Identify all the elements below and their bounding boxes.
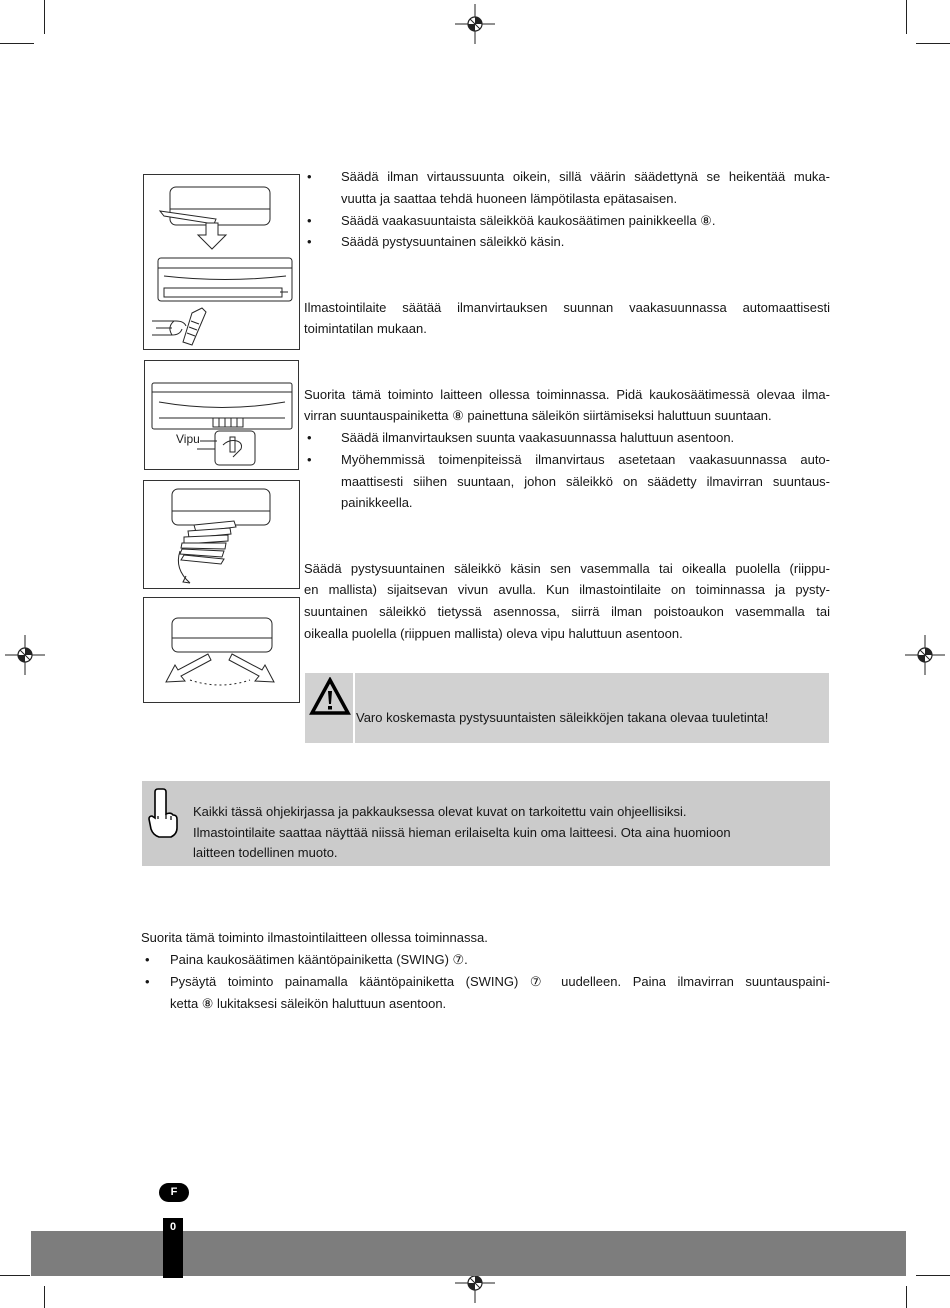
bullet: • xyxy=(145,952,150,967)
text-line: oikealla puolella (riippuen mallista) oleva vipu haluttuun asentoon. xyxy=(304,626,683,641)
registration-mark-icon xyxy=(5,635,45,675)
note-text-line: laitteen todellinen muoto. xyxy=(193,845,338,860)
bullet: • xyxy=(307,213,312,228)
figure-airflow-spread xyxy=(143,597,300,703)
text-line: Säädä ilman virtaussuunta oikein, sillä väärin säädettynä se heikentää muka- xyxy=(341,169,830,184)
text-line: Suorita tämä toiminto laitteen ollessa toiminnassa. Pidä kaukosäätimessä olevaa ilma- xyxy=(304,387,830,402)
text-line: ketta ⑧ lukitaksesi säleikön haluttuun asentoon. xyxy=(170,996,447,1011)
warning-triangle-icon xyxy=(309,677,351,717)
text-line: painikkeella. xyxy=(341,495,413,510)
text-line: Paina kaukosäätimen kääntöpainiketta (SWING) ⑦. xyxy=(170,952,468,967)
bullet: • xyxy=(307,452,312,467)
crop-mark xyxy=(44,0,45,34)
bullet: • xyxy=(307,169,312,184)
note-text-line: Kaikki tässä ohjekirjassa ja pakkauksessa olevat kuvat on tarkoitettu vain ohjeellisiksi. xyxy=(193,804,687,819)
text-line: toimintatilan mukaan. xyxy=(304,321,427,336)
registration-mark-icon xyxy=(905,635,945,675)
crop-mark xyxy=(916,43,950,44)
crop-mark xyxy=(906,1286,907,1308)
note-box xyxy=(142,781,830,866)
text-line: Säädä pystysuuntainen säleikkö käsin. xyxy=(341,234,565,249)
lever-label: Vipu xyxy=(176,432,200,446)
text-line: suuntainen säleikkö tietyssä asennossa, siirrä ilman poistoaukon vasemmalla tai xyxy=(304,604,830,619)
text-line: vuutta ja saattaa tehdä huoneen lämpötilasta epätasaisen. xyxy=(341,191,678,206)
text-line: Suorita tämä toiminto ilmastointilaitteen ollessa toiminnassa. xyxy=(141,930,488,945)
text-line: Säädä ilmanvirtauksen suunta vaakasuunnassa haluttuun asentoon. xyxy=(341,430,735,445)
text-line: Myöhemmissä toimenpiteissä ilmanvirtaus asetetaan vaakasuunnassa auto- xyxy=(341,452,830,467)
crop-mark xyxy=(906,0,907,34)
text-line: en mallista) sijaitsevan vivun avulla. Kun ilmastointilaite on toiminnassa ja pysty- xyxy=(304,582,830,597)
warning-box xyxy=(305,673,829,743)
crop-mark xyxy=(44,1286,45,1308)
crop-mark xyxy=(916,1275,950,1276)
language-tab: F xyxy=(159,1183,189,1202)
text-line: Säädä pystysuuntainen säleikkö käsin sen vasemmalla tai oikealla puolella (riippu- xyxy=(304,561,830,576)
bullet: • xyxy=(307,234,312,249)
crop-mark xyxy=(0,43,34,44)
divider xyxy=(353,673,355,743)
bullet: • xyxy=(307,430,312,445)
crop-mark xyxy=(0,1275,30,1276)
text-line: Ilmastointilaite säätää ilmanvirtauksen suunnan vaakasuunnassa automaattisesti xyxy=(304,300,830,315)
text-line: maattisesti siihen suuntaan, johon säleikkö on säädetty ilmavirran suuntaus- xyxy=(341,474,830,489)
text-line: Säädä vaakasuuntaista säleikköä kaukosäätimen painikkeella ⑧. xyxy=(341,213,716,228)
pointing-hand-icon xyxy=(147,786,179,840)
text-line: virran suuntauspainiketta ⑧ painettuna säleikön siirtämiseksi haluttuun suuntaan. xyxy=(304,408,772,423)
text-line: Pysäytä toiminto painamalla kääntöpainiketta (SWING) ⑦ uudelleen. Paina ilmavirran suuntauspaini- xyxy=(170,974,830,989)
page-number: 0 xyxy=(163,1218,183,1278)
figure-airflow-remote xyxy=(143,174,300,350)
figure-vertical-louvers xyxy=(143,480,300,589)
figure-lever xyxy=(144,360,299,470)
registration-mark-icon xyxy=(455,4,495,44)
note-text-line: Ilmastointilaite saattaa näyttää niissä hieman erilaiselta kuin oma laitteesi. Ota aina huomioon xyxy=(193,825,731,840)
warning-text: Varo koskemasta pystysuuntaisten säleikköjen takana olevaa tuuletinta! xyxy=(356,710,769,725)
bullet: • xyxy=(145,974,150,989)
